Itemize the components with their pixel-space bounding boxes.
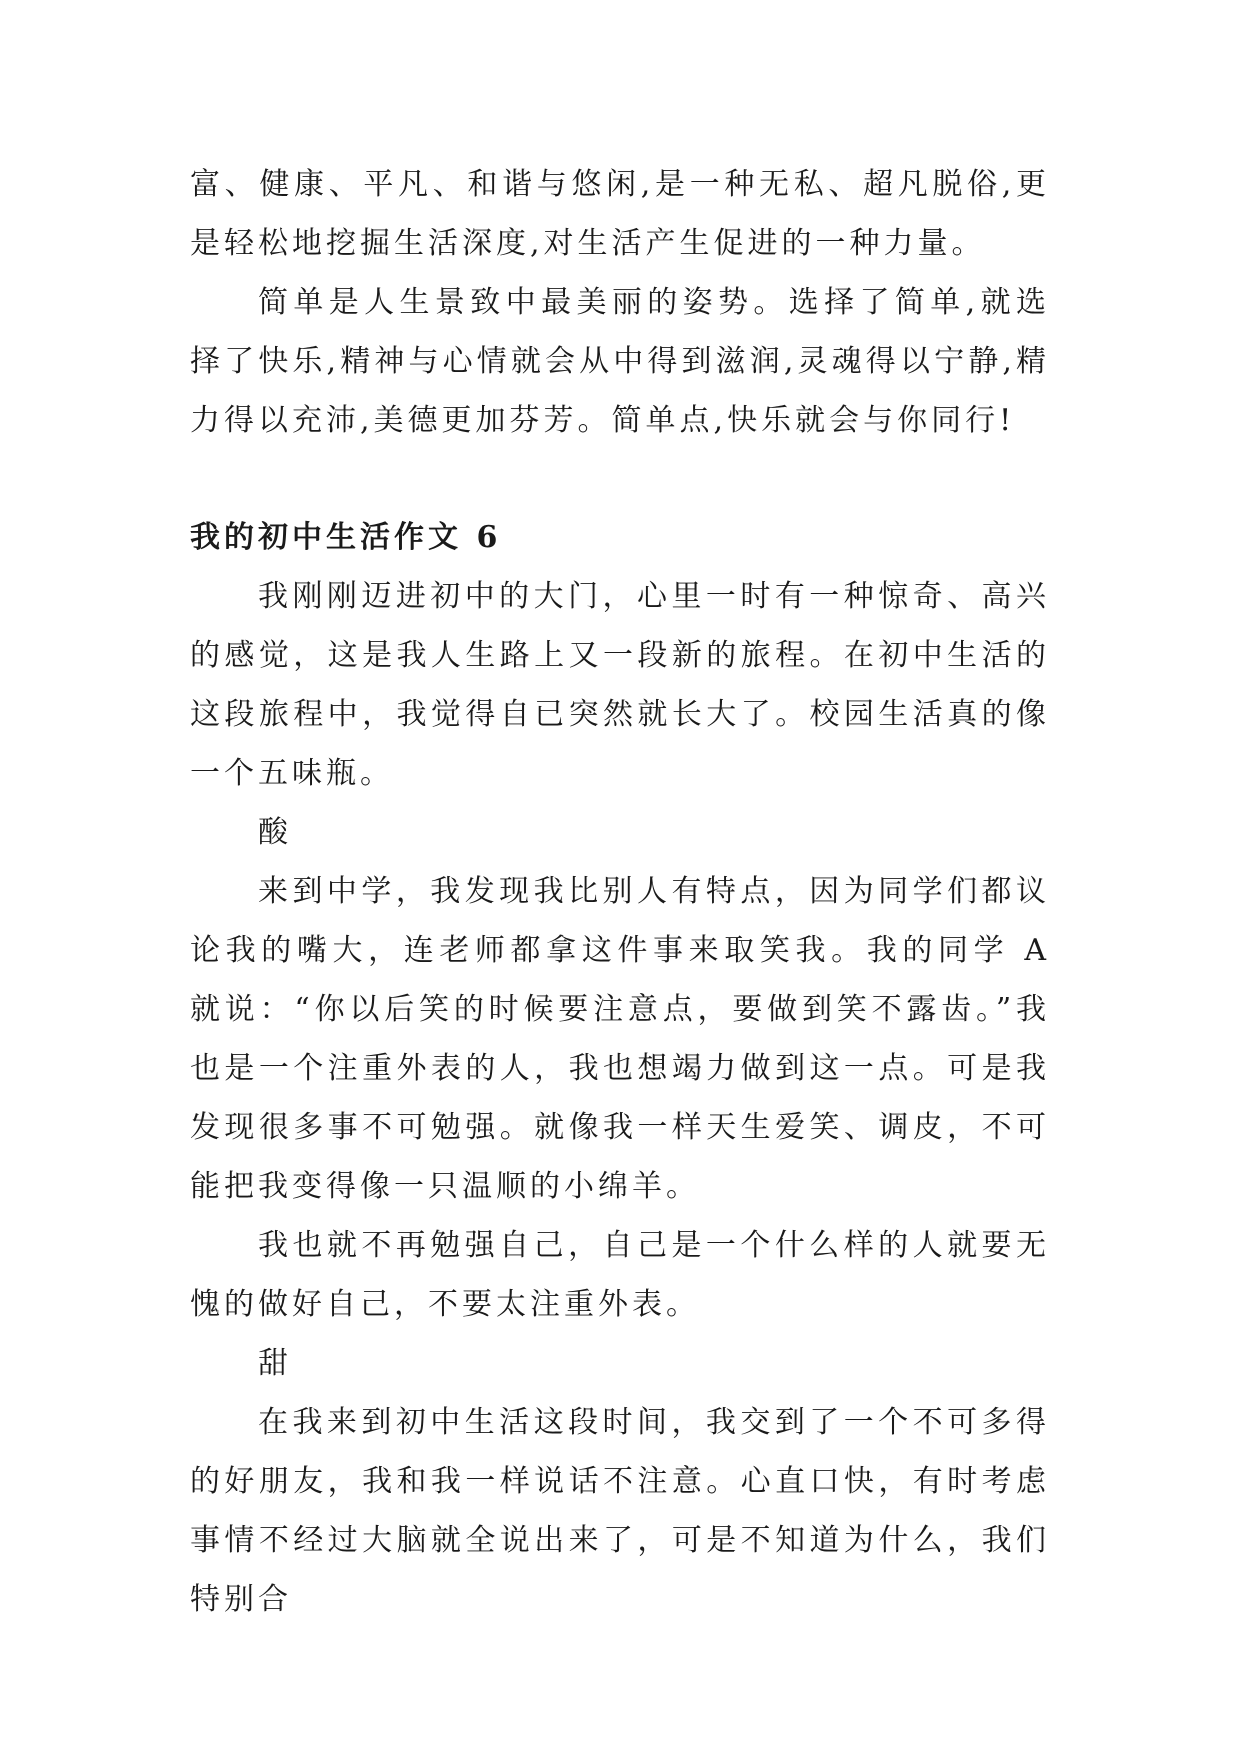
paragraph: 来到中学，我发现我比别人有特点，因为同学们都议论我的嘴大，连老师都拿这件事来取笑我。我的同学 A 就说：“你以后笑的时候要注意点，要做到笑不露齿。”我也是一个注重外表的人，我也想竭力做到这一点。可是我发现很多事不可勉强。就像我一样天生爱笑、调皮，不可能把我变得像一只温顺的小绵羊。 [190,874,1050,1204]
document-body [190,155,1050,1629]
subheading-word: 酸 [258,815,292,850]
paragraph: 简单是人生景致中最美丽的姿势。选择了简单,就选择了快乐,精神与心情就会从中得到滋润,灵魂得以宁静,精力得以充沛,美德更加芬芳。简单点,快乐就会与你同行! [190,285,1050,438]
paragraph: 我也就不再勉强自己，自己是一个什么样的人就要无愧的做好自己，不要太注重外表。 [190,1228,1050,1322]
paragraph: 我刚刚迈进初中的大门，心里一时有一种惊奇、高兴的感觉，这是我人生路上又一段新的旅程。在初中生活的这段旅程中，我觉得自已突然就长大了。校园生活真的像一个五味瓶。 [190,579,1050,791]
paragraph: 在我来到初中生活这段时间，我交到了一个不可多得的好朋友，我和我一样说话不注意。心直口快，有时考虑事情不经过大脑就全说出来了，可是不知道为什么，我们特别合 [190,1405,1050,1617]
section-title: 我的初中生活作文 6 [190,520,502,555]
subheading-word: 甜 [258,1346,292,1381]
paragraph: 富、健康、平凡、和谐与悠闲,是一种无私、超凡脱俗,更是轻松地挖掘生活深度,对生活产生促进的一种力量。 [190,167,1050,261]
